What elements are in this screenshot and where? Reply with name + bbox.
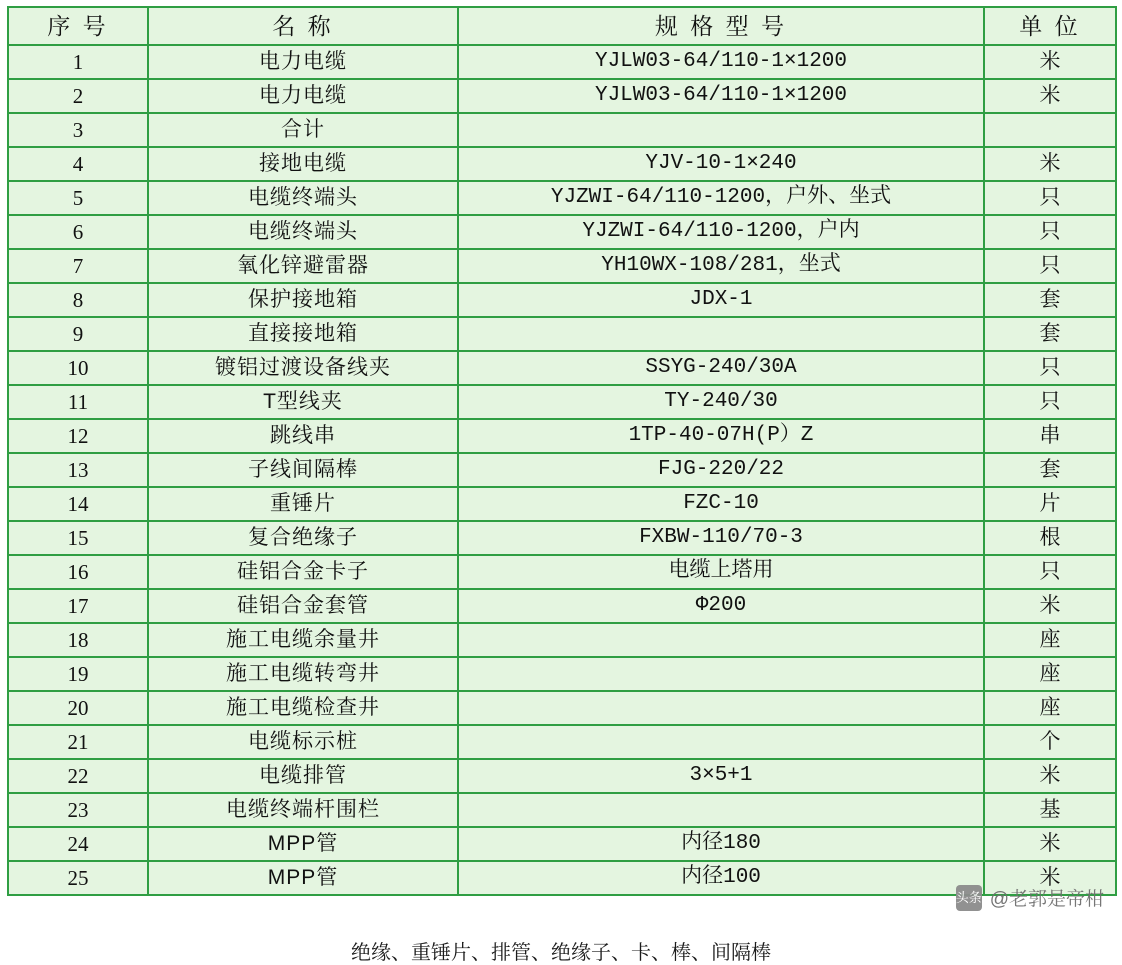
cell-spec: 内径100: [458, 861, 984, 895]
cell-spec: YJZWI-64/110-1200，户内: [458, 215, 984, 249]
cell-spec: 内径180: [458, 827, 984, 861]
cell-name: 复合绝缘子: [148, 521, 458, 555]
cell-name: 跳线串: [148, 419, 458, 453]
cell-spec: [458, 657, 984, 691]
cell-spec: FJG-220/22: [458, 453, 984, 487]
cell-name: 氧化锌避雷器: [148, 249, 458, 283]
cell-unit: [984, 113, 1116, 147]
table-row: [8, 827, 1116, 861]
cell-no: 8: [8, 283, 148, 317]
watermark: [956, 884, 1104, 911]
cell-unit: 座: [984, 657, 1116, 691]
cell-unit: 只: [984, 181, 1116, 215]
cell-spec: SSYG-240/30A: [458, 351, 984, 385]
cell-no: 4: [8, 147, 148, 181]
table-row: [8, 79, 1116, 113]
cell-unit: 只: [984, 555, 1116, 589]
table-row: [8, 623, 1116, 657]
cell-name: MPP管: [148, 861, 458, 895]
cell-no: 20: [8, 691, 148, 725]
cell-spec: 1TP-40-07H(P）Z: [458, 419, 984, 453]
column-header-spec: 规 格 型 号: [458, 7, 984, 45]
cell-name: 电缆终端头: [148, 215, 458, 249]
cell-spec: YJLW03-64/110-1×1200: [458, 45, 984, 79]
cell-unit: 只: [984, 351, 1116, 385]
table-header-row: [8, 7, 1116, 45]
table-row: [8, 181, 1116, 215]
table-row: [8, 215, 1116, 249]
cell-name: 硅铝合金卡子: [148, 555, 458, 589]
cell-name: 重锤片: [148, 487, 458, 521]
cell-name: 电缆终端头: [148, 181, 458, 215]
cell-name: 硅铝合金套管: [148, 589, 458, 623]
cell-spec: [458, 793, 984, 827]
cell-spec: FXBW-110/70-3: [458, 521, 984, 555]
cell-unit: 基: [984, 793, 1116, 827]
cell-unit: 座: [984, 623, 1116, 657]
footer-note: 绝缘、重锤片、排管、绝缘子、卡、棒、间隔棒: [351, 942, 771, 964]
table-row: [8, 589, 1116, 623]
cell-spec: JDX-1: [458, 283, 984, 317]
watermark-label: @老郭是帝柑: [989, 889, 1104, 910]
cell-name: T型线夹: [148, 385, 458, 419]
table-row: [8, 385, 1116, 419]
table-row: [8, 453, 1116, 487]
cell-no: 10: [8, 351, 148, 385]
materials-table: [7, 6, 1117, 896]
column-header-no: 序 号: [8, 7, 148, 45]
cell-no: 18: [8, 623, 148, 657]
table-row: [8, 351, 1116, 385]
cell-unit: 只: [984, 385, 1116, 419]
cell-spec: [458, 691, 984, 725]
cell-name: 合计: [148, 113, 458, 147]
table-row: [8, 147, 1116, 181]
cell-name: 直接接地箱: [148, 317, 458, 351]
table-row: [8, 691, 1116, 725]
cell-spec: [458, 623, 984, 657]
cell-name: 镀铝过渡设备线夹: [148, 351, 458, 385]
cell-spec: FZC-10: [458, 487, 984, 521]
table-row: [8, 487, 1116, 521]
cell-no: 13: [8, 453, 148, 487]
cell-no: 11: [8, 385, 148, 419]
cell-name: 电缆排管: [148, 759, 458, 793]
cell-no: 21: [8, 725, 148, 759]
cell-spec: [458, 113, 984, 147]
cell-unit: 个: [984, 725, 1116, 759]
cell-spec: Φ200: [458, 589, 984, 623]
cell-unit: 套: [984, 317, 1116, 351]
cell-no: 16: [8, 555, 148, 589]
table-row: [8, 555, 1116, 589]
cell-no: 19: [8, 657, 148, 691]
table-row: [8, 45, 1116, 79]
table-row: [8, 759, 1116, 793]
cell-unit: 根: [984, 521, 1116, 555]
cell-no: 14: [8, 487, 148, 521]
cell-no: 6: [8, 215, 148, 249]
cell-name: 电缆标示桩: [148, 725, 458, 759]
cell-unit: 米: [984, 759, 1116, 793]
table-header: [8, 7, 1116, 45]
cell-no: 1: [8, 45, 148, 79]
cell-spec: 电缆上塔用: [458, 555, 984, 589]
table-row: [8, 657, 1116, 691]
cell-unit: 米: [984, 45, 1116, 79]
cell-spec: YH10WX-108/281，坐式: [458, 249, 984, 283]
table-row: [8, 861, 1116, 895]
cell-spec: YJLW03-64/110-1×1200: [458, 79, 984, 113]
cell-unit: 套: [984, 283, 1116, 317]
cell-unit: 座: [984, 691, 1116, 725]
cell-unit: 米: [984, 589, 1116, 623]
cell-no: 5: [8, 181, 148, 215]
spreadsheet-sheet: [0, 6, 1122, 964]
cell-name: 施工电缆检查井: [148, 691, 458, 725]
table-row: [8, 283, 1116, 317]
cell-unit: 米: [984, 861, 1116, 895]
table-row: [8, 113, 1116, 147]
cell-unit: 只: [984, 249, 1116, 283]
cell-no: 24: [8, 827, 148, 861]
cell-spec: [458, 725, 984, 759]
cell-no: 17: [8, 589, 148, 623]
cell-name: 电力电缆: [148, 79, 458, 113]
cell-spec: TY-240/30: [458, 385, 984, 419]
table-row: [8, 317, 1116, 351]
cell-no: 2: [8, 79, 148, 113]
cell-no: 12: [8, 419, 148, 453]
table-body: [8, 45, 1116, 895]
cell-name: 电缆终端杆围栏: [148, 793, 458, 827]
cell-spec: YJV-10-1×240: [458, 147, 984, 181]
cell-unit: 米: [984, 147, 1116, 181]
table-row: [8, 725, 1116, 759]
toutiao-logo-icon: 头条: [956, 885, 982, 911]
cell-no: 7: [8, 249, 148, 283]
table-row: [8, 249, 1116, 283]
cell-no: 22: [8, 759, 148, 793]
column-header-name: 名 称: [148, 7, 458, 45]
cell-unit: 片: [984, 487, 1116, 521]
cell-no: 23: [8, 793, 148, 827]
table-row: [8, 521, 1116, 555]
cell-no: 9: [8, 317, 148, 351]
cell-no: 3: [8, 113, 148, 147]
column-header-unit: 单 位: [984, 7, 1116, 45]
cell-name: 接地电缆: [148, 147, 458, 181]
table-row: [8, 419, 1116, 453]
cell-no: 25: [8, 861, 148, 895]
table-row: [8, 793, 1116, 827]
cell-name: 施工电缆转弯井: [148, 657, 458, 691]
cell-unit: 串: [984, 419, 1116, 453]
cell-name: 电力电缆: [148, 45, 458, 79]
cell-unit: 米: [984, 827, 1116, 861]
cell-name: 施工电缆余量井: [148, 623, 458, 657]
cell-unit: 只: [984, 215, 1116, 249]
cell-name: 保护接地箱: [148, 283, 458, 317]
cell-no: 15: [8, 521, 148, 555]
cell-spec: [458, 317, 984, 351]
cell-name: MPP管: [148, 827, 458, 861]
cell-unit: 套: [984, 453, 1116, 487]
cell-unit: 米: [984, 79, 1116, 113]
cell-spec: YJZWI-64/110-1200，户外、坐式: [458, 181, 984, 215]
cell-name: 子线间隔棒: [148, 453, 458, 487]
cell-spec: 3×5+1: [458, 759, 984, 793]
